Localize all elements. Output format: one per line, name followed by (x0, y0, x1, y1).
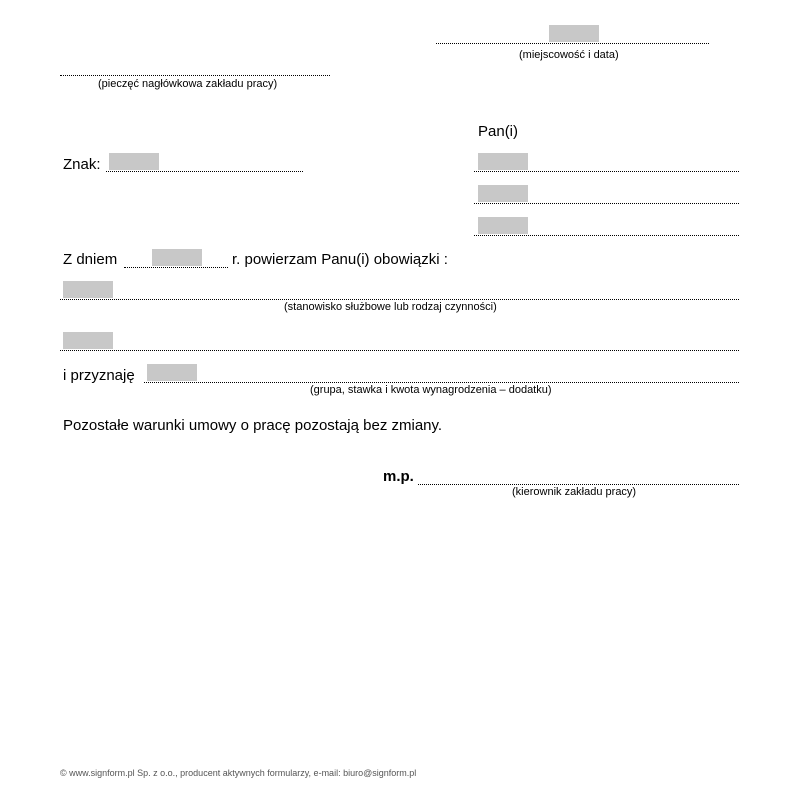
addressee-salutation: Pan(i) (478, 123, 519, 140)
addressee-line-3-field[interactable] (478, 217, 528, 234)
addressee-line-2-field[interactable] (478, 185, 528, 202)
addressee-line-1 (474, 171, 739, 172)
reference-line (106, 171, 303, 172)
stamp-caption: (pieczęć nagłówkowa zakładu pracy) (98, 78, 278, 90)
position-extra-line (60, 350, 739, 351)
place-date-caption: (miejscowość i data) (519, 49, 619, 61)
assignment-date-field[interactable] (152, 249, 202, 266)
salary-field[interactable] (147, 364, 197, 381)
signature-line (418, 484, 739, 485)
stamp-mark-label: m.p. (383, 468, 414, 485)
addressee-line-3 (474, 235, 739, 236)
signature-caption: (kierownik zakładu pracy) (512, 486, 637, 498)
reference-field[interactable] (109, 153, 159, 170)
footer-text: © www.signform.pl Sp. z o.o., producent aktywnych formularzy, e-mail: biuro@signform.pl (60, 768, 417, 778)
salary-line (144, 382, 739, 383)
addressee-line-1-field[interactable] (478, 153, 528, 170)
place-date-field[interactable] (549, 25, 599, 42)
place-date-line (436, 43, 709, 44)
assignment-date-line (124, 267, 228, 268)
reference-label: Znak: (63, 156, 101, 173)
position-extra-field[interactable] (63, 332, 113, 349)
salary-caption: (grupa, stawka i kwota wynagrodzenia – dodatku) (310, 384, 552, 396)
addressee-line-2 (474, 203, 739, 204)
salary-label: i przyznaję (63, 367, 135, 384)
position-field[interactable] (63, 281, 113, 298)
assignment-date-prefix: Z dniem (63, 251, 118, 268)
assignment-date-suffix: r. powierzam Panu(i) obowiązki : (232, 251, 448, 268)
position-line (60, 299, 739, 300)
other-terms-text: Pozostałe warunki umowy o pracę pozostają bez zmiany. (63, 417, 443, 434)
stamp-line (60, 75, 330, 76)
position-caption: (stanowisko służbowe lub rodzaj czynności) (284, 301, 497, 313)
